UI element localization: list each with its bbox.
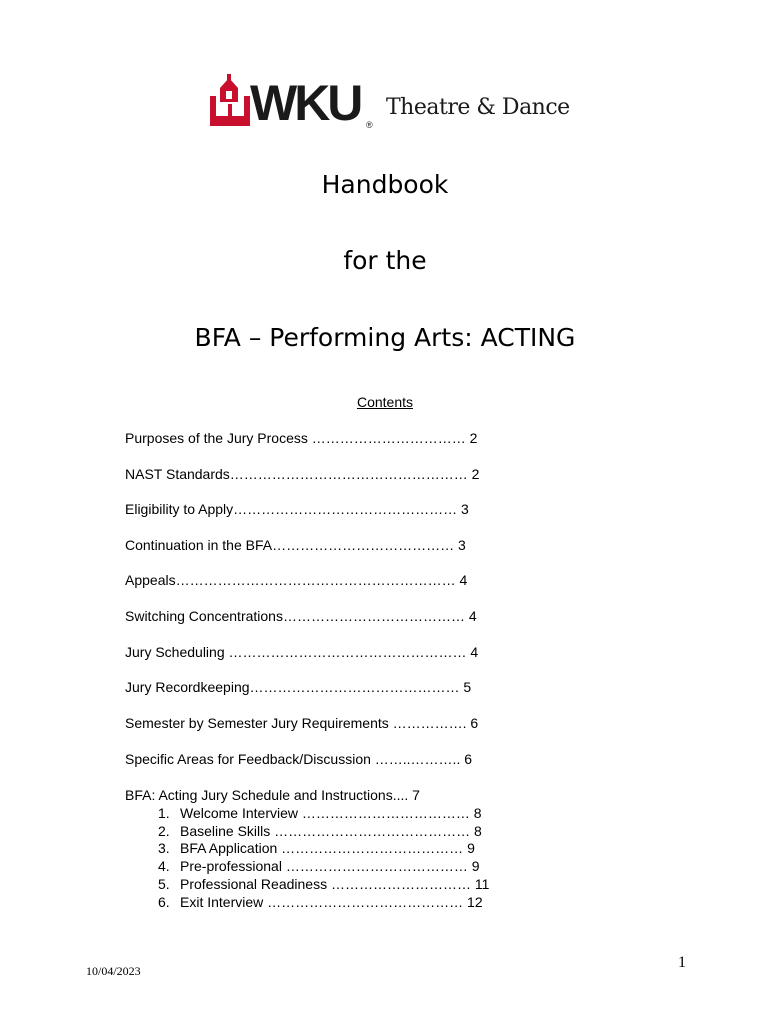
toc-sub-text: BFA Application ………………………………… 9 [180,840,475,856]
toc-entry: Jury Scheduling …………………………………………… 4 [125,644,479,660]
toc-sub-number: 4. [158,858,170,874]
toc-sub-entry [158,876,489,892]
cupola-icon [210,74,250,130]
toc-sub-text: Pre-professional ………………………………… 9 [180,858,480,874]
footer-date: 10/04/2023 [86,964,141,978]
logo-wordmark: WKU [250,75,361,131]
toc-sub-text: Welcome Interview ……………………………… 8 [180,805,482,821]
toc-sub-entry [158,823,482,839]
toc-entry: Specific Areas for Feedback/Discussion ……..……….. 6 [125,751,473,767]
toc-sub-entry [158,840,475,856]
contents-heading: Contents [356,394,414,410]
toc-sub-entry [158,894,483,910]
toc-sub-text: Exit Interview …………………………………… 12 [180,894,483,910]
title-for-the: for the [343,246,427,275]
title-handbook: Handbook [321,170,449,199]
wku-logo [210,74,250,130]
department-name: Theatre & Dance [386,95,570,120]
toc-sub-number: 1. [158,805,170,821]
registered-mark: ® [366,120,373,130]
toc-entry: Eligibility to Apply………………………………………… 3 [125,501,469,517]
title-program: BFA – Performing Arts: ACTING [194,323,576,352]
toc-sub-text: Baseline Skills …………………………………… 8 [180,823,482,839]
toc-entry: Jury Recordkeeping……………………………………… 5 [125,679,472,695]
toc-sub-number: 3. [158,840,170,856]
toc-entry: NAST Standards…………………………………………… 2 [125,466,480,482]
toc-entry: Continuation in the BFA………………………………… 3 [125,537,466,553]
toc-sub-number: 5. [158,876,170,892]
toc-sub-number: 2. [158,823,170,839]
toc-sub-number: 6. [158,894,170,910]
toc-entry: Switching Concentrations………………………………… 4 [125,608,477,624]
page-number: 1 [678,954,686,971]
toc-sub-entry [158,858,480,874]
toc-sub-text: Professional Readiness ………………………… 11 [180,876,490,892]
toc-entry: Appeals…………………………………………………… 4 [125,572,468,588]
toc-sub-entry [158,805,482,821]
toc-entry: Purposes of the Jury Process …………………………… 2 [125,430,478,446]
toc-entry: BFA: Acting Jury Schedule and Instructions.... 7 [125,787,420,803]
toc-entry: Semester by Semester Jury Requirements ……………. 6 [125,715,479,731]
